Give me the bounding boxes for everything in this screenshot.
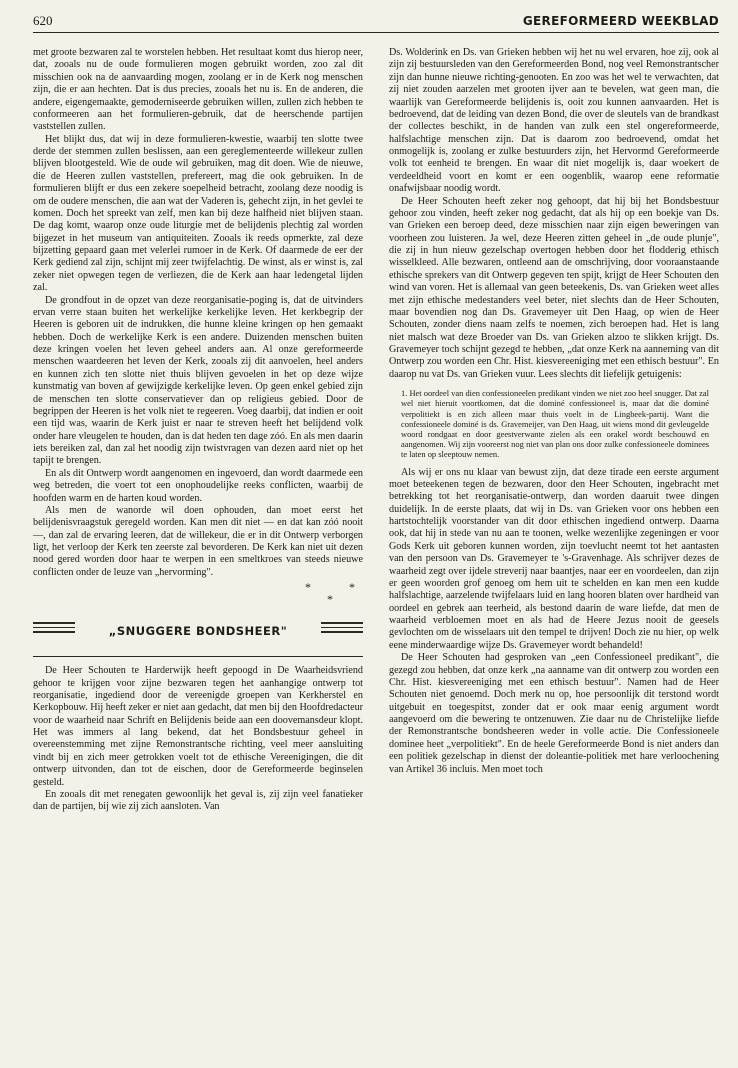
paragraph: En als dit Ontwerp wordt aangenomen en ingevoerd, dan wordt daarmede een weg betreden, die voert tot een onophoudelijke reeks conflicten, waarbij de hoofden warm en de harten koud worden. — [33, 467, 363, 504]
paragraph: Als men de wanorde wil doen ophouden, dan moet eerst het belijdenisvraagstuk geregeld worden. Kan men dit niet — en dat kan zóó nooit —, dan zal de ervaring leeren, dat de willekeur, die er in dit Ontwerp verborgen ligt, het verloop der Kerk ten zeerste zal bevorderen. De Kerk kan niet uit dezen nood gered worden door haar te werpen in een smeltkroes van steeds nieuwe conflicten onder de leuze van „hervorming". — [33, 504, 363, 578]
star-ornament: * — [349, 580, 355, 595]
heading-rule-bottom — [33, 656, 363, 658]
paragraph: De grondfout in de opzet van deze reorganisatie-poging is, dat de uitvinders ervan verre staan buiten het werkelijke kerkelijke leven. Het kerkbegrip der Heeren is geboren uit de indrukken, die hunne kleine kringen op hen gemaakt hebben. Doch de werkelijke Kerk is een andere. Duizenden menschen buiten deze kringen voelen het leven geheel anders aan. Al onze gereformeerde menschen waardeeren het leven der Kerk, zooals zij dit aanvoelen, heel anders en kunnen zich ten slotte niet thuis blijven gevoelen in het op deze wijze kunstmatig van boven af gewijzigde kerkelijke leven. Op geen enkel gebied zijn de menschen ten slotte conservatiever dan op religieus gebied. Door de begrippen der Heeren is het volk niet te regeeren. Voeg daarbij, dat indien er ooit een tijd was, waarin de Kerk juist er naar te streven heeft het belijdend volk onder hare vleugelen te houden, dan is dat heden ten dage zóó. En als men daarin iets bereiken zal, dan zal het noodig zijn twistvragen van dezen aard niet op het tapijt te brengen. — [33, 294, 363, 467]
block-quote — [401, 388, 709, 459]
paragraph: En zooals dit met renegaten gewoonlijk het geval is, zij zijn veel fanatieker dan de partijen, bij wie zij zich aansloten. Van — [33, 788, 363, 813]
section-divider-stars — [33, 579, 363, 605]
paragraph: met groote bezwaren zal te worstelen hebben. Het resultaat komt dus hierop neer, dat, zooals nu de oude formulieren mogen gebruikt worden, zoo zal dit misschien ook na de aanvaarding mogen, zoolang er in de Kerk nog menschen zijn, die er aan hechten. Dat is dus precies, zooals het nu is. En de anderen, die andere, eigengemaakte, gemoderniseerde gebruiken willen, zullen zich hebben te conformeeren aan het formulieren-gebruik, dat de heerschende partijen vaststellen zullen. — [33, 47, 363, 133]
paragraph: Ds. Wolderink en Ds. van Grieken hebben wij het nu wel ervaren, hoe zij, ook al zijn zij bestuursleden van den Gereformeerden Bond, nog veel Remonstrantscher zijn dan hunne nieuwe richting-genooten. En zoo was het wel te verwachten, dat zij niet zouden aarzelen met grooten ijver aan te bevelen, wat geen man, die waarlijk van Gereformeerde belijdenis is, ooit zou kunnen aanvaarden. Het is bedroevend, dat de leiding van dezen Bond, die over de sleutels van de brandkast der collectes beschikt, in de handen van zulk een stel ongereformeerde, halfslachtige menschen zijn. Dat is daarom zoo bedroevend, omdat het onmogelijk is, zoolang er zulke bestuurders zijn, het Hervormd Gereformeerde volk tot eenheid te brengen. En waar dit niet mogelijk is, daar woekert de verdeeldheid voort en komt er een oogenblik, waarop eene reformatie onafwijsbaar noodig wordt. — [389, 47, 719, 195]
star-ornament: * — [327, 592, 333, 607]
paragraph: Het blijkt dus, dat wij in deze formulieren-kwestie, waarbij ten slotte twee derde der stemmen zullen beslissen, aan een gereglementeerde willekeur zullen blijven blootgesteld. Wie de oude wil gebruiken, mag dit doen. Wie de nieuwe, die de Heeren zullen vaststellen, prefereert, mag die ook gebruiken. In de formulieren blijft er dus een zekere soepelheid betracht, zoolang deze noodig is om de oudere menschen, die aan wat der Vaderen is, gehecht zijn, in het gevlei te komen. Doch het spreekt van zelf, men kan bij deze halfheid niet blijven staan. De dag komt, waarop onze oude liturgie met de belijdenis plechtig zal worden bijgezet in het museum van antiquiteiten. Zooals ik reeds opmerkte, zal deze bijzetting gepaard gaan met velerlei rumoer in de Kerk. Of daarmede de eer der Kerk gediend zal zijn, schijnt mij zeer twijfelachtig. De winst, als er winst is, zal zeker niet opwegen tegen de verliezen, die de Kerk aan haar ledengetal lijden zal. — [33, 133, 363, 294]
section-heading-block — [33, 613, 363, 657]
page-number: 620 — [33, 13, 53, 28]
paragraph: De Heer Schouten had gesproken van „een Confessioneel predikant", die gezegd zou hebben, dat onze kerk „na aanname van dit ontwerp zou worden een Chr. Hist. kiesvereeniging met een ethisch bestuur". Namen had de Heer Schouten niet genoemd. Doch merk nu op, hoe persoonlijk dit terstond wordt uitgebuit en toegespitst, zonder dat er ook maar eenig argument wordt aangevoerd om die bewering te ontzenuwen. Zie daar nu de Christelijke liefde der Remonstrantsche bondsheeren weder in volle actie. Die Confessioneele dominee heet „verpolitiekt". En de heele Gereformeerde Bond is niet anders dan een politiek gezelschap in dienst der doleantie-politiek met hare verloochening van Artikel 36 incluis. Men moet toch — [389, 652, 719, 775]
star-ornament: * — [305, 580, 311, 595]
quote-text: 1. Het oordeel van dien confessioneelen predikant vinden we niet zoo heel snugger. Dat zal wel niet hieruit voortkomen, dat die dominé confessioneel is, maar dat die dominé verpolitiekt is en zich alleen maar thuis voelt in de Lingbeek-partij. Want die confessioneele dominé is ds. Gravemeijer, van Den Haag, uit wiens mond dit gevleugelde woord rondgaat en door geestverwante zielen als een orakel wordt beschouwd en aangenomen. Wij zijn vooreerst nog niet van plan ons door zulke confessioneele dominees te laten op sleeptouw nemen. — [401, 388, 709, 460]
section-title: „SNUGGERE BONDSHEER" — [108, 624, 288, 639]
paragraph: Als wij er ons nu klaar van bewust zijn, dat deze tirade een eerste argument moet beteekenen tegen de bezwaren, door den Heer Schouten, ingebracht met betrekking tot het reorganisatie-ontwerp, dan worden daaruit twee dingen duidelijk. In de eerste plaats, dat wij in Ds. van Grieken voor ons hebben een hartstochtelijk voorstander van dit door ethischen ingediend ontwerp. Daarna ook, dat hij in stede van nu aan te toonen, welke wezenlijke zegeningen er voor Gods Kerk uit geboren kunnen worden, zijn toevlucht neemt tot het aantasten van den persoon van Ds. Gravemeyer te 's-Gravenhage. Als schrijver dezes de waarheid zegt over ijdele streverij naar baantjes, naar eer en voordeelen, dan zijn er geen woorden grof genoeg om hem uit te schelden en kan men een kudde halfslachtige, aarzelende twijfelaars luid en lang hooren blaten over hardheid van oordeel en gebrek aan teerheid, als bestond daarin de ware liefde, dat men de waarheid verbloemen moet en als had de Heere Jezus nooit de geesels gevlochten om de wisselaars uit den tempel te drijven! Doch zie nu hier, op welk eene minderwaardige wijze Ds. Gravemeyer wordt behandeld! — [389, 466, 719, 651]
paragraph: De Heer Schouten heeft zeker nog gehoopt, dat hij bij het Bondsbestuur gehoor zou vinden, heeft zeker nog gedacht, dat als hij op een boekje van Ds. van Grieken een beroep deed, deze misschien naar zijn eigen beweringen van voorheen zou luisteren. Ja wel, deze Heeren zitten geheel in „de oude plunje", die zij in hun nieuw gezelschap overtogen hebben door het flodderig ethisch wisselkleed. Alle bezwaren, ontleend aan de omschrijving, door vooraanstaande ethische sprekers van dit Ontwerp gegeven ten spijt, krijgt de Heer Schouten den wind van voren. Het is allemaal van geen beteekenis, Ds. van Grieken weet alles met zijn ethische medestanders veel beter, niet slechts dan de Heer Schouten, maar bovendien nog dan Ds. Gravemeyer uit Den Haag, op wien de Heer Schouten, zonder diens naam zelfs te noemen, zich beroepen had. Het is lang niet malsch wat deze Broeder van Ds. van Grieken alzoo te slikken krijgt. Ds. Gravemeyer toch schijnt gezegd te hebben, „dat onze Kerk na aanneming van dit Ontwerp zou worden een Chr. Hist. kiesvereeniging met een ethisch bestuur". En daarop nu vat Ds. van Grieken vuur. Lees slechts dit liefelijk getuigenis: — [389, 195, 719, 380]
running-title: GEREFORMEERD WEEKBLAD — [522, 14, 719, 28]
paragraph: De Heer Schouten te Harderwijk heeft gepoogd in De Waarheidsvriend gehoor te krijgen voor zijne bezwaren tegen het aanhangige ontwerp tot reorganisatie, ingediend door de vereenigde groepen van Kerkherstel en Kerkopbouw. Hij heeft zeker er niet aan gedacht, dat men bij den Hoofdredacteur voor de waarheid naar Schrift en Belijdenis beide aan een doovemansdeur klopt. Het was immers al lang bekend, dat het Bondsbestuur geheel in overeenstemming met zijne Remonstrantsche richting, veel meer aansluiting vindt bij en zich meer getrokken voelt tot de ethische Vereenigingen, die dit ontwerp uitvonden, dan tot de eischen, door de Gereformeerde beginselen gesteld. — [33, 665, 363, 788]
left-column — [33, 47, 363, 1047]
page-header — [33, 12, 719, 33]
right-column — [389, 47, 719, 1047]
